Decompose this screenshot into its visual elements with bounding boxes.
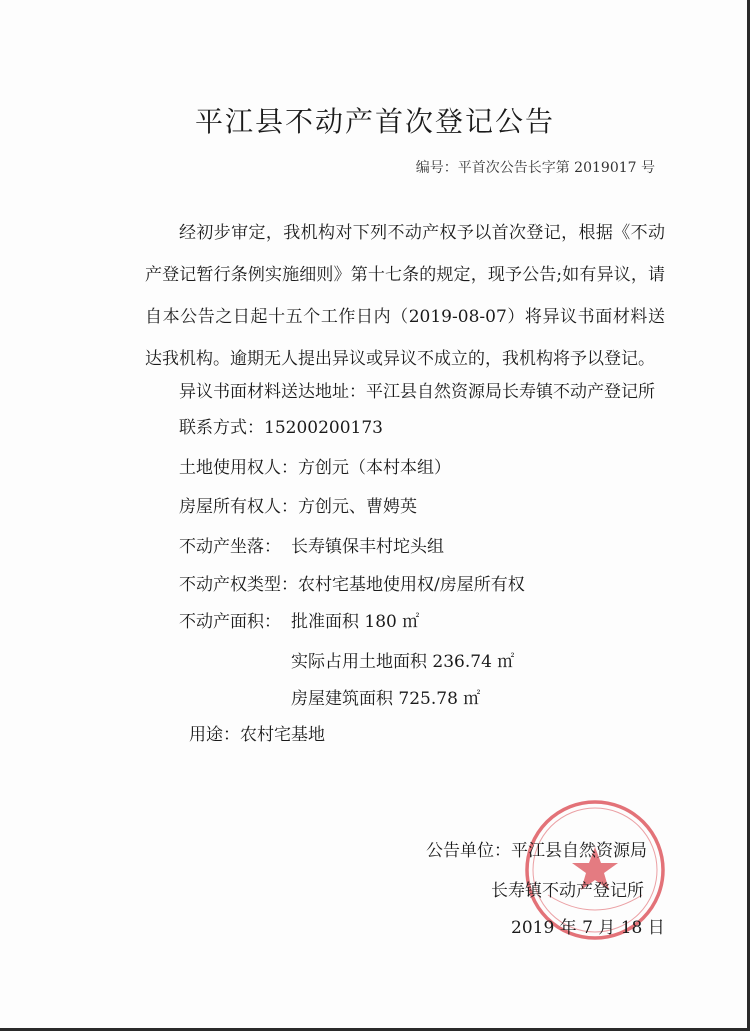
contact-info: 联系方式：15200200173: [179, 418, 383, 438]
area-approved: 批准面积 180 ㎡: [291, 612, 420, 632]
issuing-office: 长寿镇不动产登记所: [491, 881, 644, 901]
document-title: 平江县不动产首次登记公告: [194, 105, 555, 138]
location-value: 长寿镇保丰村坨头组: [291, 537, 444, 557]
house-owner: 房屋所有权人：方创元、曹娉英: [179, 497, 417, 517]
document-number: 编号：平首次公告长字第 2019017 号: [415, 160, 655, 176]
issue-date: 2019 年 7 月 18 日: [511, 918, 665, 938]
objection-address: 异议书面材料送达地址：平江县自然资源局长寿镇不动产登记所: [179, 382, 655, 402]
location-label: 不动产坐落：: [179, 537, 281, 557]
body-paragraph: 经初步审定，我机构对下列不动产权予以首次登记，根据《不动产登记暂行条例实施细则》第十七条的规定，现予公告;如有异议，请自本公告之日起十五个工作日内（2019-08-07）将异议书面材料送达我机构。逾期无人提出异议或异议不成立的，我机构将予以登记。: [145, 223, 665, 369]
issuing-unit: 公告单位：平江县自然资源局: [426, 841, 647, 861]
land-user: 土地使用权人：方创元（本村本组）: [179, 458, 451, 478]
right-type: 不动产权类型：农村宅基地使用权/房屋所有权: [179, 575, 525, 595]
area-actual: 实际占用土地面积 236.74 ㎡: [291, 652, 515, 672]
area-building: 房屋建筑面积 725.78 ㎡: [291, 689, 481, 709]
usage: 用途：农村宅基地: [189, 725, 325, 745]
area-label: 不动产面积：: [179, 612, 281, 632]
